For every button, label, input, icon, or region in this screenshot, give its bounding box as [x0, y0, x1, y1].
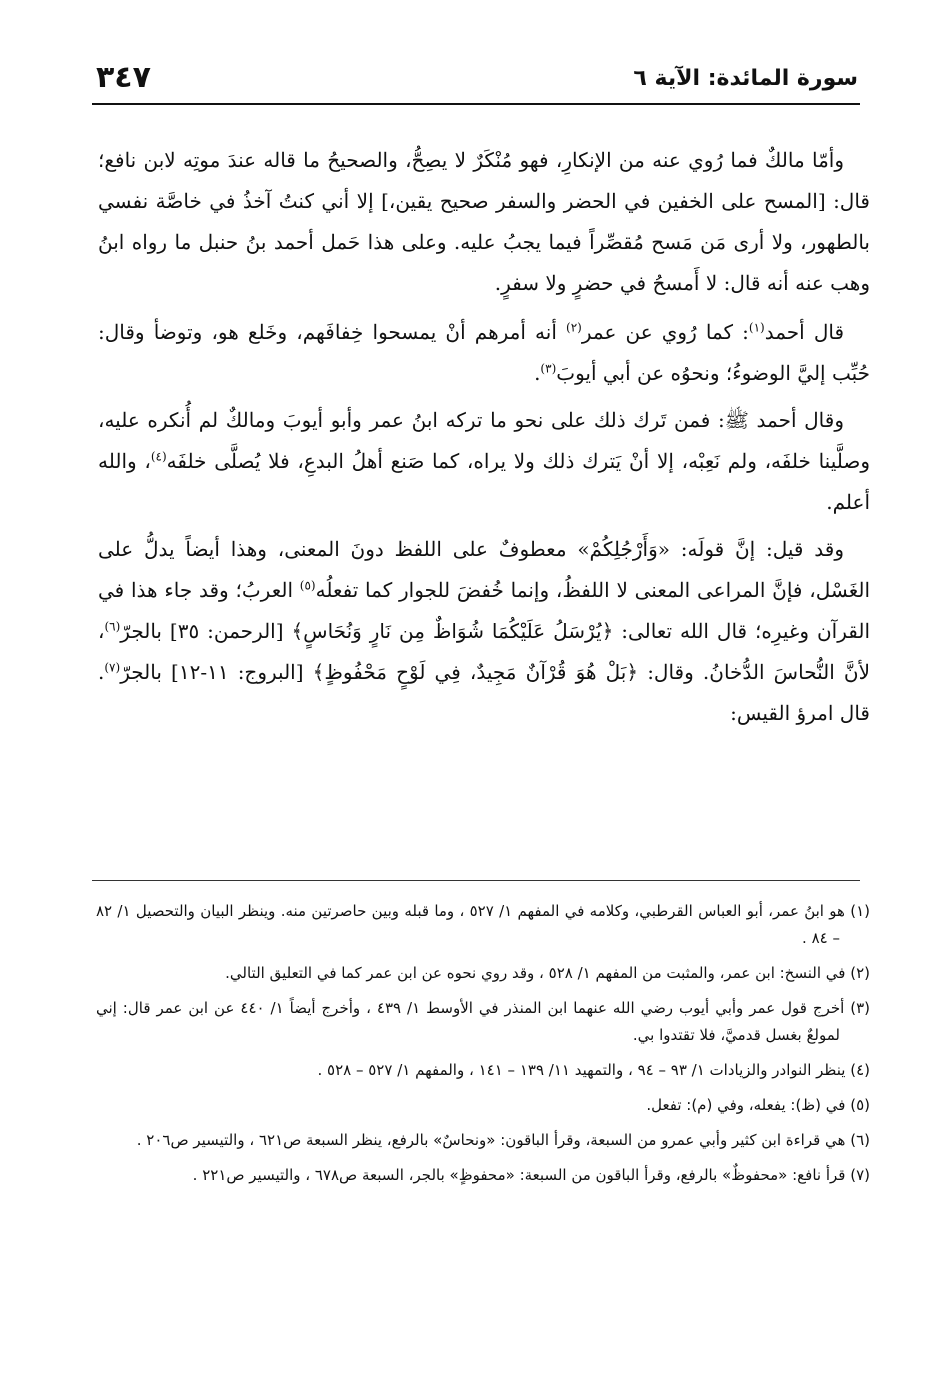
- paragraph-4: [98, 529, 870, 734]
- footnote-1: (١) هو ابنُ عمر، أبو العباس القرطبي، وكلامه في المفهم ١/ ٥٢٧ ، وما قبله وبين حاصرتين منه. وينظر البيان والتحصيل ١/ ٨٢ – ٨٤ .: [96, 902, 870, 947]
- footnote-divider: [92, 880, 860, 881]
- quran-verse-rahman: ﴿يُرْسَلُ عَلَيْكُمَا شُوَاظٌ مِن نَارٍ وَنُحَاسٍ﴾: [291, 619, 614, 643]
- page-number: ٣٤٧: [96, 60, 151, 95]
- paragraph-2: [98, 312, 870, 394]
- footnotes: [96, 898, 870, 1197]
- footnote-ref-5[interactable]: (٥): [299, 578, 316, 593]
- paragraph-2-text: أنه أمرهم أنْ يمسحوا خِفافَهم، وخَلع هو، وتوضأ وقال: حُبِّب إليَّ الوضوءُ؛ ونحوُه عن أبي أيوبَ: [98, 320, 870, 385]
- paragraph-4-text: وقد قيل: إنَّ قولَه: «وَأَرْجُلِكُمْ» معطوفٌ على اللفظ دونَ المعنى، وهذا أيضاً يدلُّ على الغَسْل، فإنَّ المراعى المعنى لا اللفظُ، وإنما خُفضَ للجوار كما تفعلُه: [98, 537, 870, 602]
- footnote-ref-2[interactable]: (٢): [566, 320, 582, 335]
- running-title: سورة المائدة: الآية ٦: [633, 66, 858, 91]
- footnote-ref-7[interactable]: (٧): [104, 660, 121, 675]
- paragraph-4-text: [الرحمن: ٣٥] بالجرّ: [120, 619, 292, 643]
- paragraph-3-text: ، والله أعلم.: [98, 449, 870, 514]
- footnote-ref-1[interactable]: (١): [748, 320, 765, 335]
- paragraph-1: وأمّا مالكٌ فما رُوي عنه من الإنكارِ، فهو مُنْكَرٌ لا يصِحُّ، والصحيحُ ما قاله عندَ موتِه لابن نافع؛ قال: [المسح على الخفين في الحضر والسفر صحيح يقين،] إلا أني كنتُ آخذُ في خاصَّة نفسي بالطهور، ولا أرى مَن مَسح مُقصِّراً فيما يجبُ عليه. وعلى هذا حَمل أحمد بنُ حنبل ما رواه ابنُ وهب عنه أنه قال: لا أَمسحُ في حضرٍ ولا سفرٍ.: [98, 148, 870, 295]
- footnote-2: (٢) في النسخ: ابن عمر، والمثبت من المفهم ١/ ٥٢٨ ، وقد روي نحوه عن ابن عمر كما في التعليق التالي.: [225, 964, 870, 982]
- quran-verse-buruj: ﴿بَلْ هُوَ قُرْآنٌ مَجِيدٌ، فِي لَوْحٍ مَحْفُوظٍ﴾: [312, 660, 639, 684]
- paragraph-3: [98, 400, 870, 523]
- header-rule: [92, 103, 860, 105]
- paragraph-4-text: . قال امرؤ القيس:: [98, 660, 870, 725]
- main-text: [98, 140, 870, 742]
- paragraph-2-text: قال أحمد: [764, 320, 844, 344]
- footnote-4: (٤) ينظر النوادر والزيادات ١/ ٩٣ – ٩٤ ، والتمهيد ١١/ ١٣٩ – ١٤١ ، والمفهم ١/ ٥٢٧ – ٥٢٨ .: [317, 1061, 870, 1079]
- paragraph-4-text: ، لأنَّ النُّحاسَ الدُّخانُ. وقال:: [98, 619, 871, 684]
- paragraph-4-text: العربُ؛ وقد جاء هذا في القرآن وغيرِه؛ قال الله تعالى:: [98, 578, 871, 643]
- paragraph-2-text: : كما رُوي عن عمر: [581, 320, 749, 344]
- paragraph-3-text: وقال أحمد ﷺ: فمن تَرك ذلك على نحو ما تركه ابنُ عمر وأبو أيوبَ ومالكٌ لم أُنكره عليه، وصلَّينا خلفَه، ولم نَعِبْه، إلا أنْ يَترك ذلك ولا يراه، كما صَنع أهلُ البدعِ، فلا يُصلَّى خلفَه: [98, 408, 871, 473]
- footnote-7: (٧) قرأ نافع: «محفوظٌ» بالرفع، وقرأ الباقون من السبعة: «محفوظٍ» بالجر، السبعة ص٦٧٨ ، والتيسير ص٢٢١ .: [192, 1166, 870, 1184]
- paragraph-2-text: .: [534, 361, 541, 385]
- footnote-5: (٥) في (ظ): يفعله، وفي (م): تفعل.: [646, 1096, 870, 1114]
- footnote-ref-6[interactable]: (٦): [104, 619, 121, 634]
- footnote-ref-3[interactable]: (٣): [540, 361, 557, 376]
- paragraph-4-text: [البروج: ١١-١٢] بالجرّ: [120, 660, 313, 684]
- page-header: [96, 60, 858, 104]
- footnote-6: (٦) هي قراءة ابن كثير وأبي عمرو من السبعة، وقرأ الباقون: «ونحاسٌ» بالرفع، ينظر السبعة ص٦٢١ ، والتيسير ص٢٠٦ .: [136, 1131, 870, 1149]
- footnote-ref-4[interactable]: (٤): [150, 449, 167, 464]
- footnote-3: (٣) أخرج قول عمر وأبي أيوب رضي الله عنهما ابن المنذر في الأوسط ١/ ٤٣٩ ، وأخرج أيضاً ١/ ٤٤٠ عن ابن عمر قال: إني لمولعٌ بغسل قدميَّ، فلا تقتدوا بي.: [96, 999, 871, 1044]
